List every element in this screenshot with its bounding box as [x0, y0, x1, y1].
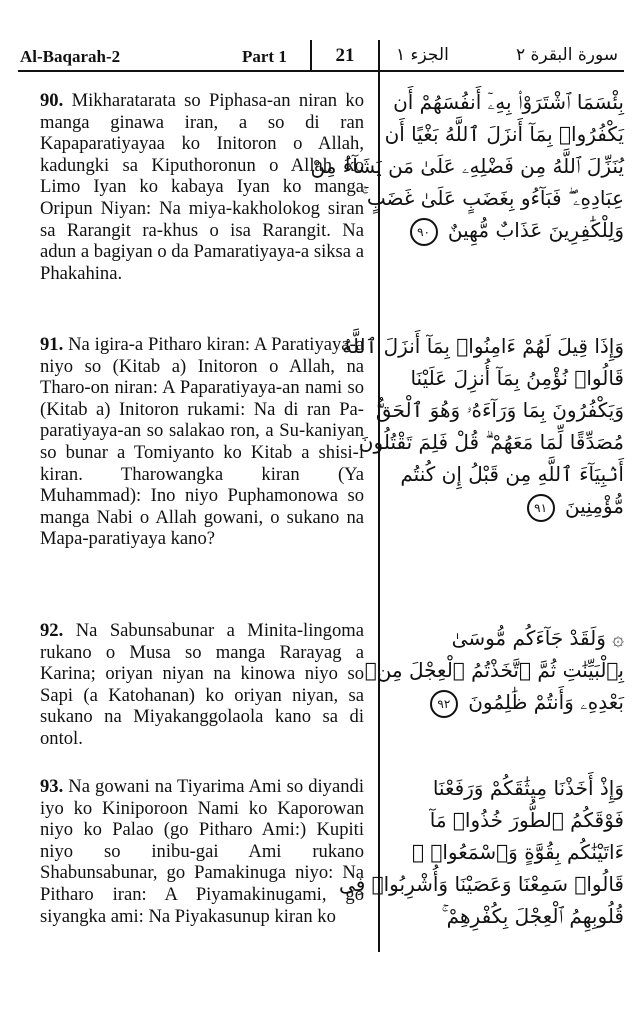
verse-91-translation [40, 334, 364, 550]
verse-92-translation [40, 620, 364, 750]
arabic-line: وَيَكْفُرُونَ بِمَا وَرَآءَهُۥ وَهُوَ ٱلْحَقُّ [375, 398, 624, 422]
verse-90-arabic [310, 86, 624, 246]
verse-end-marker: ٩١ [527, 494, 555, 522]
verse-93-translation [40, 776, 364, 927]
verse-number: 93. [40, 776, 64, 797]
verse-93-arabic [339, 772, 624, 932]
arabic-line: أَنۢبِيَآءَ ٱللَّهِ مِن قَبْلُ إِن كُنتُم [400, 462, 624, 486]
arabic-line-text: بَعْدِهِۦ وَأَنتُمْ ظَٰلِمُونَ [468, 690, 624, 714]
verse-number: 90. [40, 90, 64, 111]
verse-90-translation [40, 90, 364, 284]
header-part: Part 1 [242, 47, 287, 66]
arabic-line: عِبَادِهِۦ ۖ فَبَآءُو بِغَضَبٍ عَلَىٰ غَضَبٍ ۚ [361, 186, 624, 210]
arabic-line: بِئْسَمَا ٱشْتَرَوْا۟ بِهِۦٓ أَنفُسَهُمْ أَن [393, 90, 624, 114]
arabic-line: مُصَدِّقًا لِّمَا مَعَهُمْ ۗ قُلْ فَلِمَ تَقْتُلُونَ [358, 430, 624, 454]
verse-92-arabic [364, 622, 624, 718]
arabic-line: ءَاتَيْنَٰكُم بِقُوَّةٍ وَٱسْمَعُوا۟ ۖ [411, 840, 624, 864]
header-surah-latin: Al-Baqarah-2 [20, 47, 121, 66]
arabic-line: قَالُوا۟ سَمِعْنَا وَعَصَيْنَا وَأُشْرِبُوا۟ فِى [339, 872, 624, 896]
verse-end-marker: ٩٠ [410, 218, 438, 246]
verse-text: Na igira-a Pitharo kiran: A Paratiyaya-a niyo so (Kitab a) Initoron o Allah, na Tharo-on niran: A Paparatiyaya-an nami so (Kitab a) Initoron rukami: Na di ran Pa-paratiyaya-an so salakao ron, a Su-kaniyan so bunar a Tomiyanto ko Kitab a shisi-i kiran. Tharowangka kiran (Ya Muhammad): Ino niyo Puphamonowa so manga Nabi o Allah gowani, o sukano na Mapa-paratiyaya kano? [40, 334, 365, 550]
arabic-line: يَكْفُرُوا۟ بِمَآ أَنزَلَ ٱللَّهُ بَغْيًا أَن [384, 122, 624, 146]
arabic-line: وَإِذَا قِيلَ لَهُمْ ءَامِنُوا۟ بِمَآ أَنزَلَ ٱللَّهُ [342, 334, 624, 358]
arabic-line [388, 214, 624, 246]
verse-text: Na gowani na Tiyarima Ami so diyandi iyo ko Kiniporoon Nami ko Kaporowan niyo ko Palao (go Pitharo Ami:) Kupiti niyo so inibu-gai Ami rukano Shabunsabunar, go Pamakinuga niyo: Na Pitharo iran: A Piyamakinugami, go siyangka ami: Na Piyakasunup kiran ko [40, 776, 364, 927]
arabic-line-text: مُّؤْمِنِينَ [564, 494, 624, 518]
arabic-line: قَالُوا۟ نُؤْمِنُ بِمَآ أُنزِلَ عَلَيْنَا [410, 366, 624, 390]
verse-number: 92. [40, 620, 64, 641]
arabic-line: يُنَزِّلَ ٱللَّهُ مِن فَضْلِهِۦ عَلَىٰ مَن يَشَآءُ مِنْ [310, 154, 624, 178]
page-header [18, 40, 624, 72]
verse-number: 91. [40, 334, 64, 355]
arabic-line: ۞ وَلَقَدْ جَآءَكُم مُّوسَىٰ [451, 626, 624, 650]
arabic-line [388, 490, 624, 522]
verse-end-marker: ٩٢ [430, 690, 458, 718]
verse-text: Mikharatarata so Piphasa-an niran ko manga ginawa iran, a so di ran Kapaparatiyayaa ko Initoron o Allah, kadungki sa Kiputhoronun o Allah ko Limo Iyan ko kabaya Iyan ko manga Oripun Niyan: Na miya-kakholokog siran sa Rarangit ra-khus o isa Rarangit. Na adun a bagiyan o da Pamaratiyaya-a siksa a Phakahina. [40, 90, 364, 284]
arabic-line: قُلُوبِهِمُ ٱلْعِجْلَ بِكُفْرِهِمْ ۚ [441, 904, 624, 928]
arabic-line: بِٱلْبَيِّنَٰتِ ثُمَّ ٱتَّخَذْتُمُ ٱلْعِجْلَ مِنۢ [364, 658, 624, 682]
verse-91-arabic [342, 330, 624, 522]
arabic-line: وَإِذْ أَخَذْنَا مِيثَٰقَكُمْ وَرَفَعْنَا [432, 776, 624, 800]
header-surah-arabic: سورة البقرة ٢ [515, 45, 618, 65]
arabic-line-text: وَلِلْكَٰفِرِينَ عَذَابٌ مُّهِينٌ [447, 218, 624, 242]
page-number: 21 [310, 40, 380, 70]
header-juz-arabic: الجزء ١ [396, 45, 449, 65]
verse-text: Na Sabunsabunar a Minita-lingoma rukano o Musa so manga Rarayag a Karina; oriyan niyan na kinowa niyo so Sapi (a Katohanan) ko oriyan niyan, sa sukano na Miyakanggolaola kano sa di ontol. [40, 620, 364, 749]
arabic-line: فَوْقَكُمُ ٱلطُّورَ خُذُوا۟ مَآ [429, 808, 624, 832]
arabic-line [388, 686, 624, 718]
